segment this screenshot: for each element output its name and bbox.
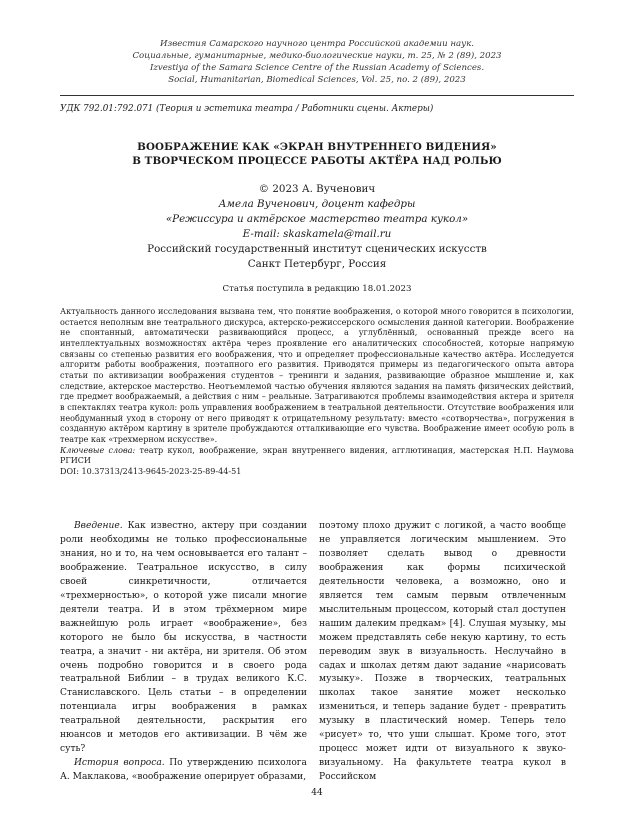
history-paragraph <box>60 757 307 785</box>
body-column-left <box>60 520 307 785</box>
header-divider <box>60 95 574 96</box>
keywords-list: театр кукол, воображение, экран внутреннего видения, агглютинация, мастерская Н.П. Наумова РГИСИ <box>60 445 574 466</box>
received-date: Статья поступила в редакцию 18.01.2023 <box>222 284 412 294</box>
journal-line-2: Социальные, гуманитарные, медико-биологические науки, т. 25, № 2 (89), 2023 <box>132 51 502 62</box>
author-institution: Российский государственный институт сценических искусств <box>147 243 487 255</box>
author-email: E-mail: skaskamela@mail.ru <box>242 228 392 240</box>
abstract <box>60 307 574 478</box>
author-city: Санкт Петербург, Россия <box>247 258 387 270</box>
article-title <box>60 140 574 168</box>
copyright-line: © 2023 А. Вученович <box>258 183 376 195</box>
journal-line-3: Izvestiya of the Samara Science Centre of the Russian Academy of Sciences. <box>149 63 485 74</box>
title-line-1: ВООБРАЖЕНИЕ КАК «ЭКРАН ВНУТРЕННЕГО ВИДЕНИЯ» <box>137 141 497 153</box>
title-line-2: В ТВОРЧЕСКОМ ПРОЦЕССЕ РАБОТЫ АКТЁРА НАД РОЛЬЮ <box>132 155 502 167</box>
journal-header <box>60 38 574 86</box>
author-name: Амела Вученович, доцент кафедры <box>218 198 416 210</box>
keywords <box>60 446 574 467</box>
intro-label: Введение. <box>74 521 123 531</box>
author-department: «Режиссура и актёрское мастерство театра кукол» <box>165 213 469 225</box>
body-column-right <box>319 520 566 785</box>
intro-paragraph <box>60 520 307 757</box>
udk-classification: УДК 792.01:792.071 (Теория и эстетика театра / Работники сцены. Актеры) <box>60 104 434 114</box>
author-block <box>60 182 574 272</box>
journal-line-1: Известия Самарского научного центра Российской академии наук. <box>160 39 474 49</box>
intro-text: Как известно, актеру при создании роли необходимы не только профессиональные знания, но и то, на чем основывается его талант – воображение. Театральное искусство, в силу своей синкретичности, отличается «трехмерностью», о которой уже писали многие деятели театра. И в этом трёхмерном мире важнейшую роль играет «воображение», без которого не было бы искусства, в частности театра, а значит - ни актёра, ни зрителя. Об этом очень подробно говорится и в своего рода театральной Библии – в трудах великого К.С. Станиславского. Цель статьи – в определении потенциала игры воображения в рамках театральной деятельности, раскрытия его нюансов и методов его активизации. В чём же суть? <box>60 521 307 755</box>
keywords-label: Ключевые слова: <box>60 445 136 455</box>
history-text: По утверждению психолога А. Маклакова, «воображение оперирует образами, <box>60 758 307 783</box>
history-label: История вопроса. <box>74 758 165 769</box>
doi: DOI: 10.37313/2413-9645-2023-25-89-44-51 <box>60 466 242 476</box>
abstract-text: Актуальность данного исследования вызвана тем, что понятие воображения, о которой много говорится в психологии, остается неполным вне театрального дискурса, актерско-режиссерского осмысления данной категории. Воображение не спонтанный, автоматически развивающийся процесс, а углублённый, основанный прежде всего на интеллектуальных возможностях актёра через проявление его аналитических способностей, которые напрямую связаны со степенью развития его воображения, что и определяет профессиональные качество актёра. Исследуется алгоритм работы воображения, поэтапного его развития. Приводятся примеры из педагогического опыта автора статьи по активизации воображения студентов – тренинги и задания, развивающие образное мышление и, как следствие, актерское мастерство. Неотъемлемой частью обучения являются задания на память физических действий, где предмет воображаемый, а действия с ним – реальные. Затрагиваются проблемы взаимодействия актера и зрителя в спектаклях театра кукол: роль управления воображением в театральной деятельности. Отсутствие воображения или необдуманный уход в сторону от него приводят к отрицательному результату: вместо «сотворчества», погружения в созданную актёром картину в зрителе пробуждаются отталкивающие его чувства. Воображение имеет особую роль в театре как «трехмерном искусстве». <box>60 307 574 444</box>
right-column-text: поэтому плохо дружит с логикой, а часто вообще не управляется логическим мышлением. Это позволяет сделать вывод о древности воображения как формы психической деятельности человека, а возможно, оно и является тем самым первым отвлеченным мыслительным процессом, который стал доступен нашим далеким предкам» [4]. Слушая музыку, мы можем представлять себе некую картину, то есть переводим звук в визуальность. Неслучайно в садах и школах детям дают задание «нарисовать музыку». Позже в творческих, театральных школах такое занятие может несколько измениться, и теперь задание будет - превратить музыку в пластический номер. Теперь тело «рисует» то, что уши слышат. Кроме того, этот процесс может идти от визуального к звуко-визуальному. На факультете театра кукол в Российском <box>319 521 566 783</box>
journal-line-4: Social, Humanitarian, Biomedical Sciences, Vol. 25, no. 2 (89), 2023 <box>168 75 466 86</box>
page-number: 44 <box>311 788 323 798</box>
